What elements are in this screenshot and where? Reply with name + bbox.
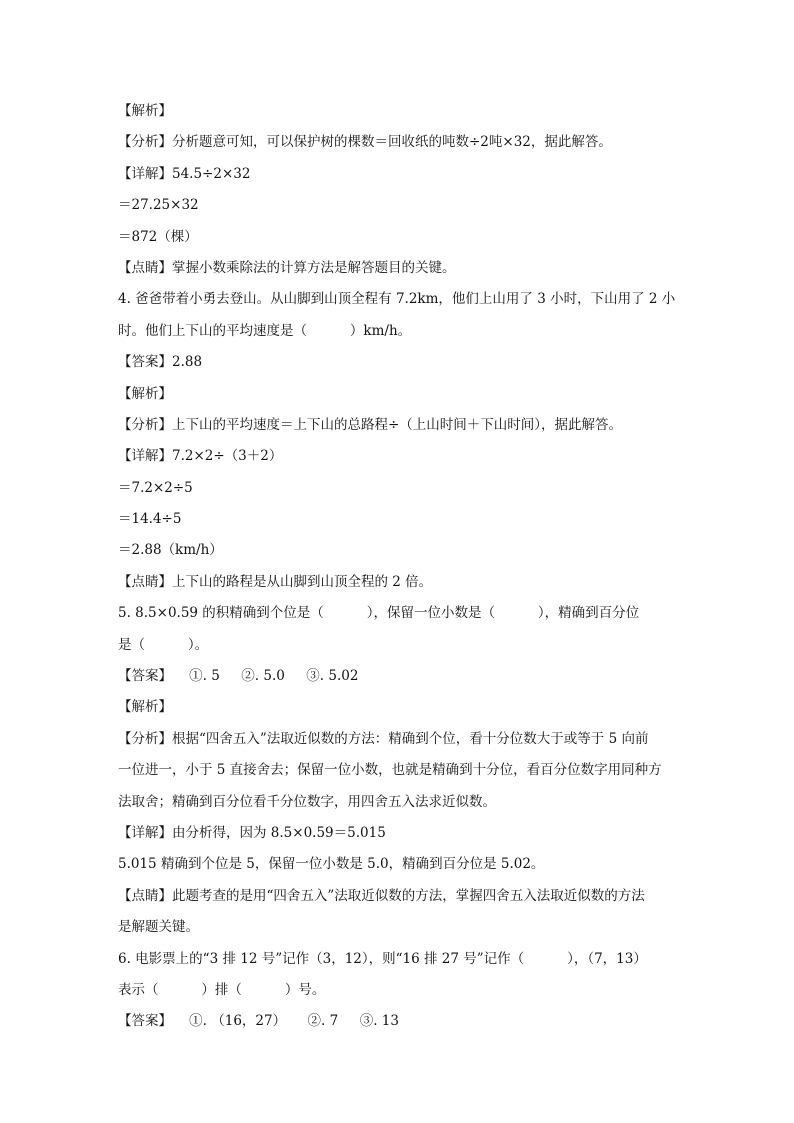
question-6-text: 表示（ ）排（ ）号。 [118,981,326,998]
answer-text: 【答案】2.88 [118,354,203,371]
question-6-text: 6. 电影票上的“3 排 12 号”记作（3，12），则“16 排 27 号”记作（ ），（7，13） [118,950,647,967]
heading-analysis: 【解析】 [118,699,172,716]
solution-step: ＝14.4÷5 [118,511,182,528]
solution-step: ＝872（棵） [118,228,198,245]
solution-step: ＝2.88（km/h） [118,542,223,559]
solution-step: 【详解】7.2×2÷（3＋2） [118,448,283,465]
question-5-text: 是（ ）。 [118,636,209,653]
heading-analysis: 【解析】 [118,103,172,119]
heading-analysis: 【解析】 [118,385,172,402]
key-point-text: 是解题关键。 [118,919,199,936]
analysis-text: 【分析】上下山的平均速度＝上下山的总路程÷（上山时间＋下山时间），据此解答。 [118,416,623,433]
answer-text: 【答案】 ①. 5 ②. 5.0 ③. 5.02 [118,668,359,685]
solution-step: 5.015 精确到个位是 5，保留一位小数是 5.0，精确到百分位是 5.02。 [118,856,545,873]
key-point-text: 【点睛】此题考查的是用“四舍五入”法取近似数的方法，掌握四舍五入法取近似数的方法 [118,887,645,904]
solution-step: ＝27.25×32 [118,197,199,214]
key-point-text: 【点睛】上下山的路程是从山脚到山顶全程的 2 倍。 [118,573,433,590]
solution-step: 【详解】由分析得，因为 8.5×0.59＝5.015 [118,824,386,841]
question-4-text: 4. 爸爸带着小勇去登山。从山脚到山顶全程有 7.2km，他们上山用了 3 小时，下山用了 2 小 [118,291,676,308]
key-point-text: 【点睛】掌握小数乘除法的计算方法是解答题目的关键。 [118,259,456,276]
document-page [118,96,684,1038]
analysis-text: 【分析】分析题意可知，可以保护树的棵数＝回收纸的吨数÷2吨×32，据此解答。 [118,134,612,151]
solution-step: 【详解】54.5÷2×32 [118,165,251,182]
question-5-text: 5. 8.5×0.59 的积精确到个位是（ ），保留一位小数是（ ），精确到百分位 [118,605,640,622]
analysis-text: 法取舍；精确到百分位看千分位数字，用四舍五入法求近似数。 [118,793,496,810]
question-4-text: 时。他们上下山的平均速度是（ ）km/h。 [118,322,412,339]
analysis-text: 一位进一，小于 5 直接舍去；保留一位小数，也就是精确到十分位，看百分位数字用同种方 [118,762,662,779]
solution-step: ＝7.2×2÷5 [118,479,193,496]
answer-text: 【答案】 ①. （16，27） ②. 7 ③. 13 [118,1013,399,1030]
analysis-text: 【分析】根据“四舍五入”法取近似数的方法：精确到个位，看十分位数大于或等于 5 向前 [118,730,649,747]
